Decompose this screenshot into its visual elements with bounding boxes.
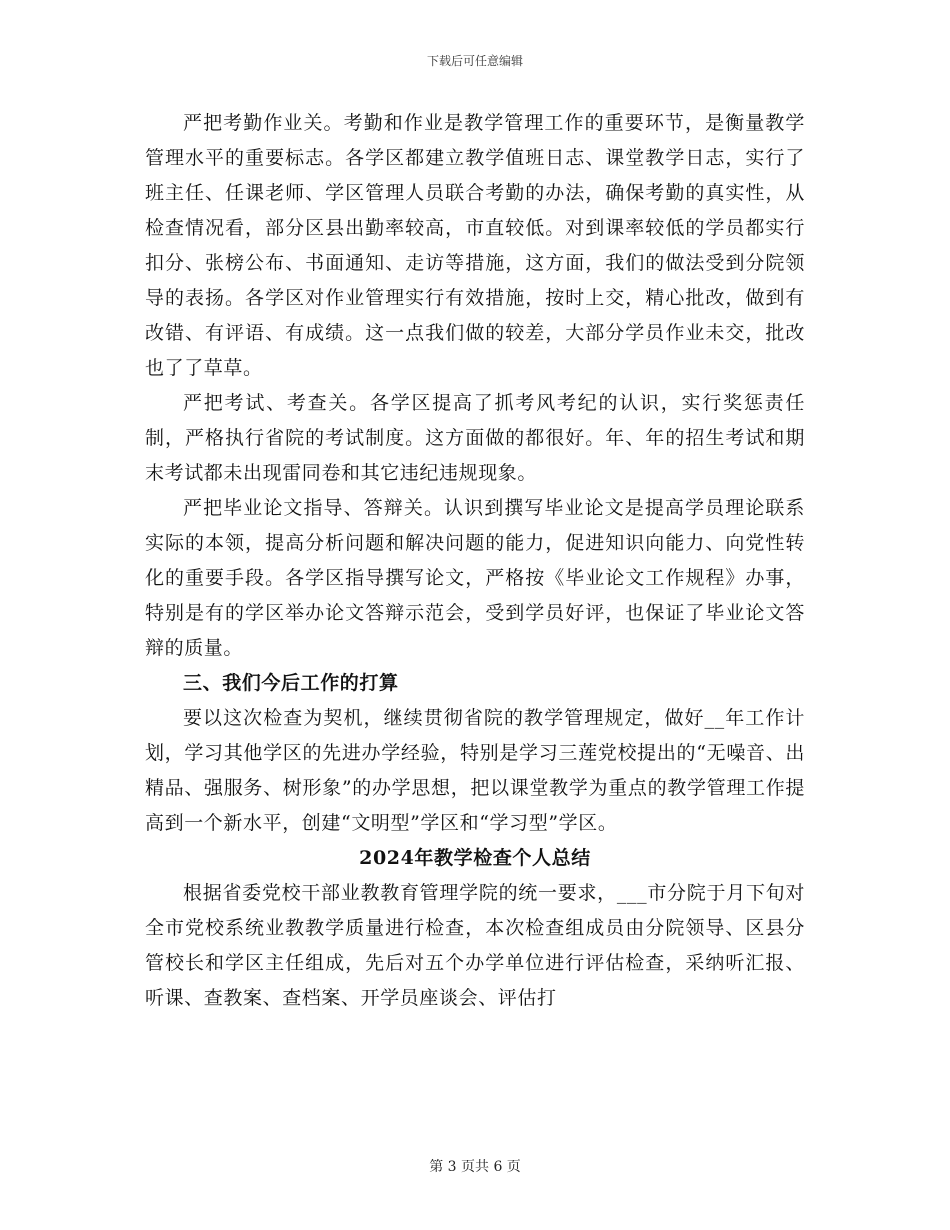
paragraph-exams: 严把考试、考查关。各学区提高了抓考风考纪的认识，实行奖惩责任制，严格执行省院的考试制度。这方面做的都很好。年、年的招生考试和期末考试都未出现雷同卷和其它违纪违规现象。	[145, 392, 805, 484]
paragraph-attendance-homework: 严把考勤作业关。考勤和作业是教学管理工作的重要环节，是衡量教学管理水平的重要标志。各学区都建立教学值班日志、课堂教学日志，实行了班主任、任课老师、学区管理人员联合考勤的办法，确保考勤的真实性，从检查情况看，部分区县出勤率较高，市直较低。对到课率较低的学员都实行扣分、张榜公布、书面通知、走访等措施，这方面，我们的做法受到分院领导的表扬。各学区对作业管理实行有效措施，按时上交，精心批改，做到有改错、有评语、有成绩。这一点我们做的较差，大部分学员作业未交，批改也了了草草。	[145, 112, 805, 379]
document-body	[145, 106, 805, 1016]
paragraph-thesis: 严把毕业论文指导、答辩关。认识到撰写毕业论文是提高学员理论联系实际的本领，提高分析问题和解决问题的能力，促进知识向能力、向党性转化的重要手段。各学区指导撰写论文，严格按《毕业论文工作规程》办事，特别是有的学区举办论文答辩示范会，受到学员好评，也保证了毕业论文答辩的质量。	[145, 497, 805, 659]
section-heading-future-plans: 三、我们今后工作的打算	[183, 672, 399, 694]
paragraph-inspection-intro: 根据省委党校干部业教教育管理学院的统一要求，___市分院于月下旬对全市党校系统业教教学质量进行检查，本次检查组成员由分院领导、区县分管校长和学区主任组成，先后对五个办学单位进行评估检查，采纳听汇报、听课、查教案、查档案、开学员座谈会、评估打	[145, 882, 805, 1009]
page-footer-number: 第 3 页共 6 页	[429, 1159, 521, 1175]
document-title: 2024年教学检查个人总结	[359, 847, 591, 869]
paragraph-future-plans: 要以这次检查为契机，继续贯彻省院的教学管理规定，做好__年工作计划，学习其他学区的先进办学经验，特别是学习三莲党校提出的“无噪音、出精品、强服务、树形象”的办学思想，把以课堂教学为重点的教学管理工作提高到一个新水平，创建“文明型”学区和“学习型”学区。	[145, 707, 805, 834]
page-header-note: 下载后可任意编辑	[426, 54, 523, 68]
